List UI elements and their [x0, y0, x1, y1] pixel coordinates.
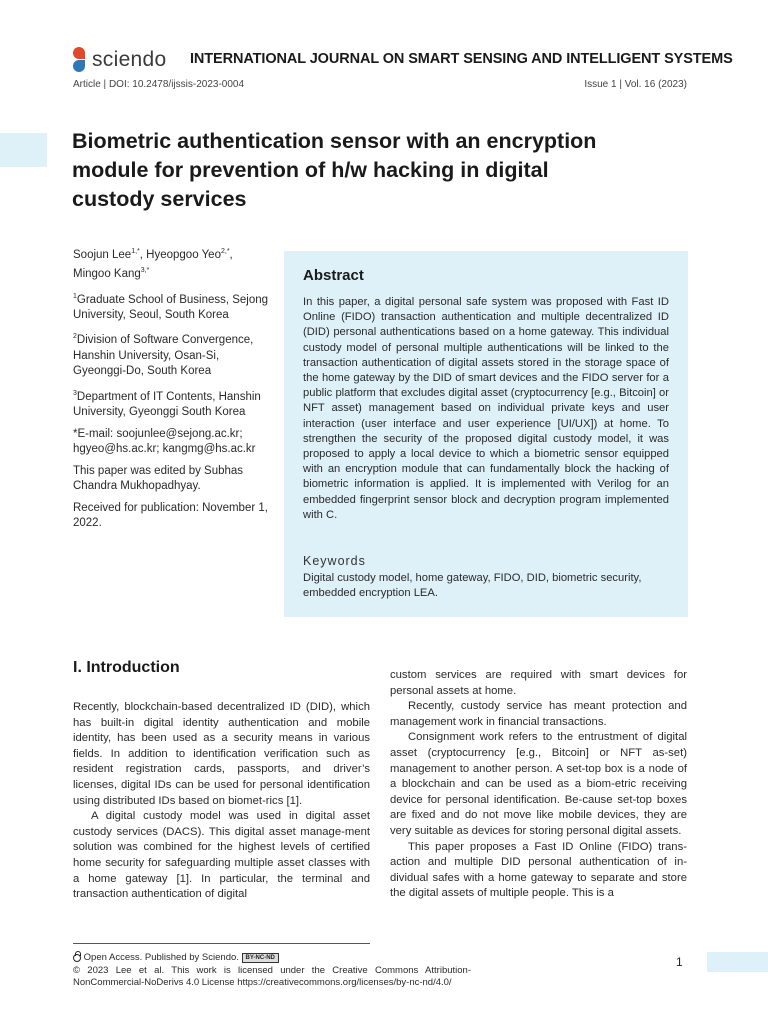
affiliation-2 — [73, 329, 273, 379]
paragraph: custom services are required with smart devices for personal assets at home. — [390, 669, 687, 697]
open-access-line — [73, 951, 471, 965]
sciendo-logo-icon — [72, 47, 86, 73]
journal-title: INTERNATIONAL JOURNAL ON SMART SENSING AND INTELLIGENT SYSTEMS — [190, 51, 733, 67]
author-separator: , — [229, 248, 233, 261]
paper-title: Biometric authentication sensor with an encryption module for prevention of h/w hacking in digital custody services — [72, 129, 597, 211]
author-list — [73, 244, 273, 283]
author-sup: 1,* — [131, 248, 140, 255]
publisher-logo[interactable] — [72, 47, 166, 73]
author-sup: 2,* — [220, 248, 230, 255]
page-number: 1 — [676, 955, 683, 969]
license-text[interactable]: © 2023 Lee et al. This work is licensed under the Creative Commons Attribution-NonCommercial-NoDerivs 4.0 License https://creativecommons.org/licenses/by-nc-nd/4.0/ — [73, 964, 471, 988]
issue-volume: Issue 1 | Vol. 16 (2023) — [584, 79, 687, 90]
affiliation-sup: 1 — [73, 292, 77, 300]
accent-block-right — [707, 952, 768, 972]
paragraph: Recently, blockchain-based decentralized ID (DID), which has built-in digital identity authentication and mobile identity, has been used as a security means in various fields. In addition to identification verification such as resident registration cards, passports, and driver’s licenses, digital IDs can be used for personal identification using distributed IDs based on biomet-rics [1]. — [73, 701, 370, 807]
open-access-icon — [73, 951, 81, 961]
keywords-heading: Keywords — [303, 554, 366, 568]
author-name: Soojun Lee — [73, 248, 132, 261]
body-column-right — [390, 668, 687, 902]
author-sup: 3,* — [140, 267, 150, 275]
open-access-text: Open Access. Published by Sciendo. — [83, 952, 239, 963]
author-affiliations — [73, 244, 273, 538]
keywords-text: Digital custody model, home gateway, FIDO, DID, biometric security, embedded encryption LEA. — [303, 572, 642, 599]
affiliation-1 — [73, 289, 273, 324]
affiliation-sup: 3 — [73, 389, 77, 397]
paragraph: Consignment work refers to the entrustment of digital asset (cryptocurrency [e.g., Bitcoin] or NFT as-set) management to another person. A set-top box is a node of a blockchain and can be used as a biom-etric receiving device for personal identification. Be-cause set-top boxes are fixed and do not move like mobile devices, they are very suitable as devices for storing personal digital assets. — [390, 731, 687, 837]
accent-block-left — [0, 133, 47, 167]
section-heading: I. Introduction — [73, 659, 180, 676]
paragraph: Recently, custody service has meant protection and management work in financial transactions. — [390, 700, 687, 728]
affiliation-sup: 2 — [73, 333, 77, 341]
cc-license-badge[interactable]: BY-NC-ND — [242, 953, 279, 963]
abstract-text: In this paper, a digital personal safe system was proposed with Fast ID Online (FIDO) transaction authentication and multiple decentralized ID (DID) personal authentications based on a home gateway. This individual custody model of personal multiple authentications will be linked to the transaction authentication of digital assets stored in the storage space of the home gateway by the DID of smart devices and the FIDO server for a public platform that excludes digital asset (cryptocurrency [e.g., Bitcoin] or NFT asset) management based on individual private keys and user interaction (user interface and user experience [UI/UX]) at home. To strengthen the security of the proposed digital custody model, it was proposed to apply a local device to which a biometric sensor equipped with an encryption module that can fundamentally block the hacking of biometric information is applied. It is implemented with Verilog for an embedded fingerprint sensor block and decryption program implemented with C. — [303, 296, 669, 521]
body-column-left — [73, 700, 370, 903]
affiliation-text: Division of Software Convergence, Hanshin University, Osan-Si, Gyeonggi-Do, South Korea — [73, 334, 254, 378]
author-name: Mingoo Kang — [73, 268, 141, 281]
edited-by: This paper was edited by Subhas Chandra Mukhopadhyay. — [73, 464, 244, 493]
publisher-name: sciendo — [92, 48, 167, 71]
license-footer — [73, 951, 471, 990]
article-doi: Article | DOI: 10.2478/ijssis-2023-0004 — [73, 79, 245, 90]
affiliation-text: Department of IT Contents, Hanshin University, Gyeonggi South Korea — [73, 390, 261, 419]
paragraph: A digital custody model was used in digital asset custody services (DACS). This digital asset manage-ment solution was combined for the highest levels of certified home security for safeguarding multiple asset classes with a home gateway [1]. In particular, the terminal and transaction authentication of digital — [73, 810, 370, 901]
author-name: , Hyeopgoo Yeo — [139, 248, 221, 261]
paragraph: This paper proposes a Fast ID Online (FIDO) trans-action and multiple DID personal authentication of in-dividual safes with a home gateway to separate and store the digital assets of multiple people. This is a — [390, 840, 687, 900]
received-date: Received for publication: November 1, 2022. — [73, 501, 268, 530]
footer-divider — [73, 943, 370, 944]
contact-email[interactable]: *E-mail: soojunlee@sejong.ac.kr; hgyeo@hs.ac.kr; kangmg@hs.ac.kr — [73, 427, 256, 456]
affiliation-text: Graduate School of Business, Sejong University, Seoul, South Korea — [73, 293, 269, 321]
abstract-heading: Abstract — [303, 267, 364, 284]
affiliation-3 — [73, 386, 273, 421]
abstract-box — [284, 251, 688, 617]
